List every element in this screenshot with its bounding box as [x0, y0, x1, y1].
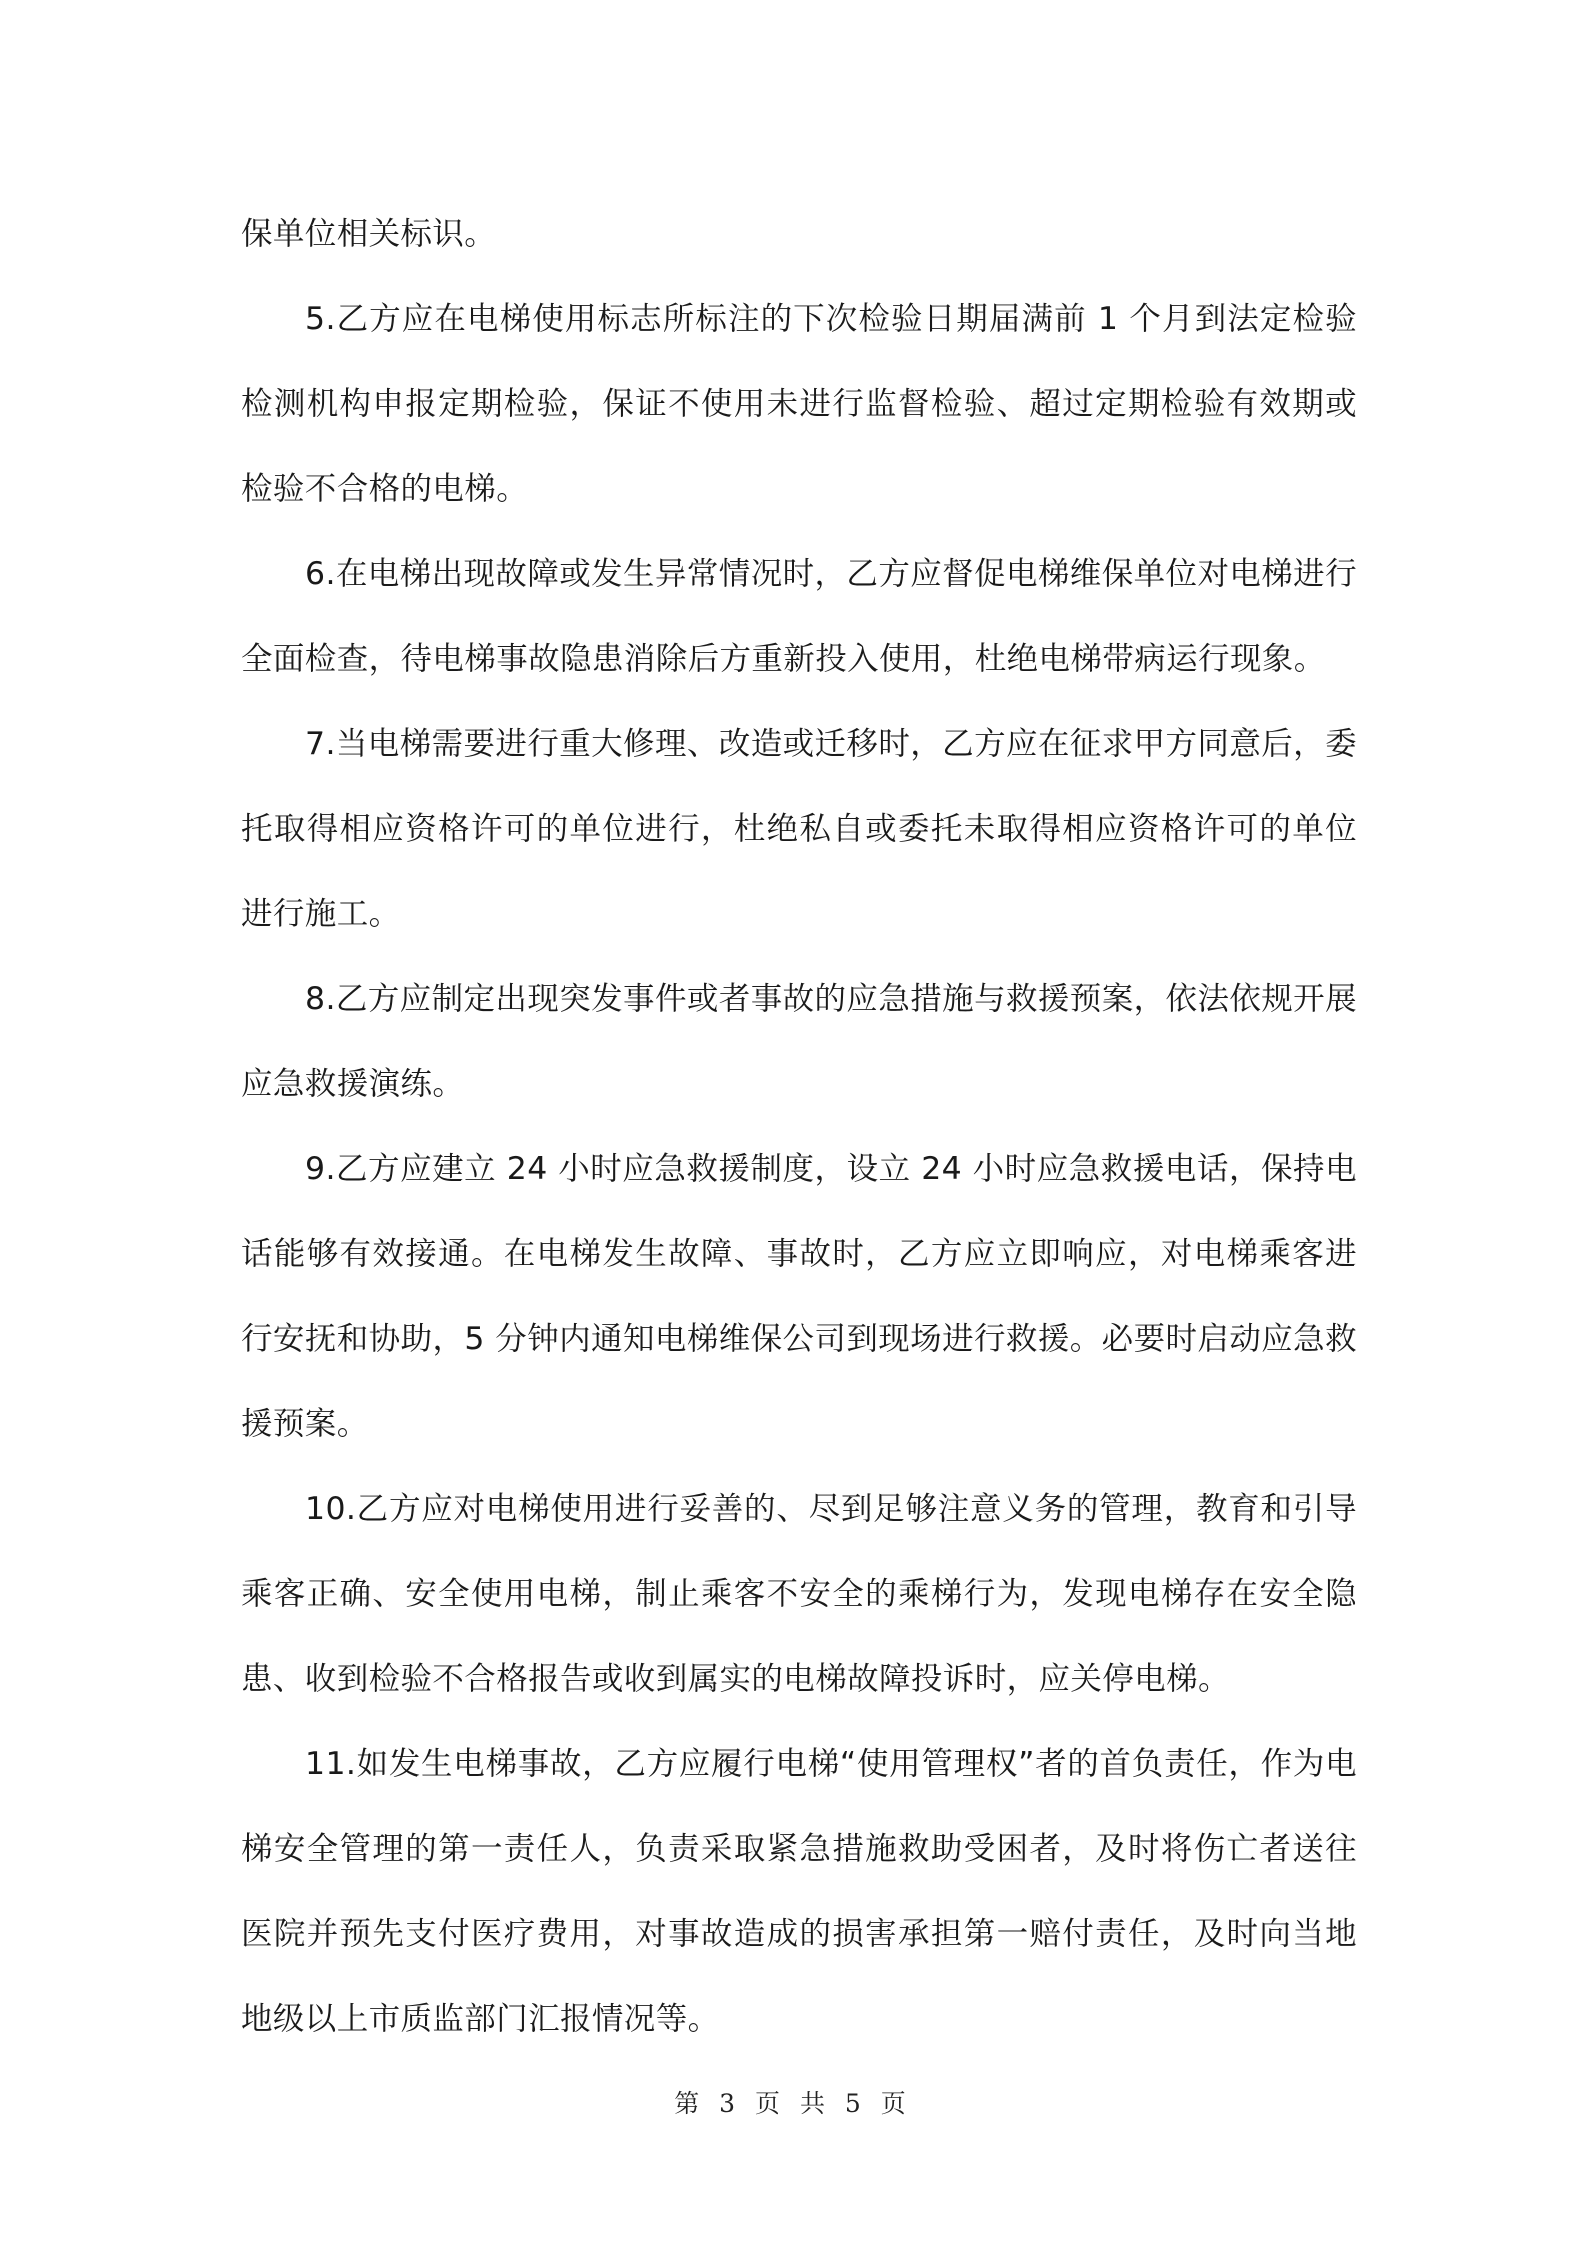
- paragraph-item-5: 5.乙方应在电梯使用标志所标注的下次检验日期届满前 1 个月到法定检验检测机构申报定期检验，保证不使用未进行监督检验、超过定期检验有效期或检验不合格的电梯。: [241, 301, 1357, 507]
- paragraph-item-10: 10.乙方应对电梯使用进行妥善的、尽到足够注意义务的管理，教育和引导乘客正确、安全使用电梯，制止乘客不安全的乘梯行为，发现电梯存在安全隐患、收到检验不合格报告或收到属实的电梯故障投诉时，应关停电梯。: [241, 1491, 1357, 1697]
- paragraph-continuation: 保单位相关标识。: [241, 216, 497, 252]
- paragraph-item-6: 6.在电梯出现故障或发生异常情况时，乙方应督促电梯维保单位对电梯进行全面检查，待电梯事故隐患消除后方重新投入使用，杜绝电梯带病运行现象。: [241, 556, 1357, 677]
- document-body: [241, 192, 1357, 2062]
- paragraph-item-7: 7.当电梯需要进行重大修理、改造或迁移时，乙方应在征求甲方同意后，委托取得相应资格许可的单位进行，杜绝私自或委托未取得相应资格许可的单位进行施工。: [241, 726, 1357, 932]
- paragraph-item-9: 9.乙方应建立 24 小时应急救援制度，设立 24 小时应急救援电话，保持电话能够有效接通。在电梯发生故障、事故时，乙方应立即响应，对电梯乘客进行安抚和协助，5 分钟内通知电梯维保公司到现场进行救援。必要时启动应急救援预案。: [241, 1151, 1357, 1442]
- paragraph-item-8: 8.乙方应制定出现突发事件或者事故的应急措施与救援预案，依法依规开展应急救援演练。: [241, 981, 1357, 1102]
- page-number-footer: 第 3 页 共 5 页: [674, 2089, 912, 2118]
- paragraph-item-11: 11.如发生电梯事故，乙方应履行电梯“使用管理权”者的首负责任，作为电梯安全管理的第一责任人，负责采取紧急措施救助受困者，及时将伤亡者送往医院并预先支付医疗费用，对事故造成的损害承担第一赔付责任，及时向当地地级以上市质监部门汇报情况等。: [241, 1746, 1357, 2037]
